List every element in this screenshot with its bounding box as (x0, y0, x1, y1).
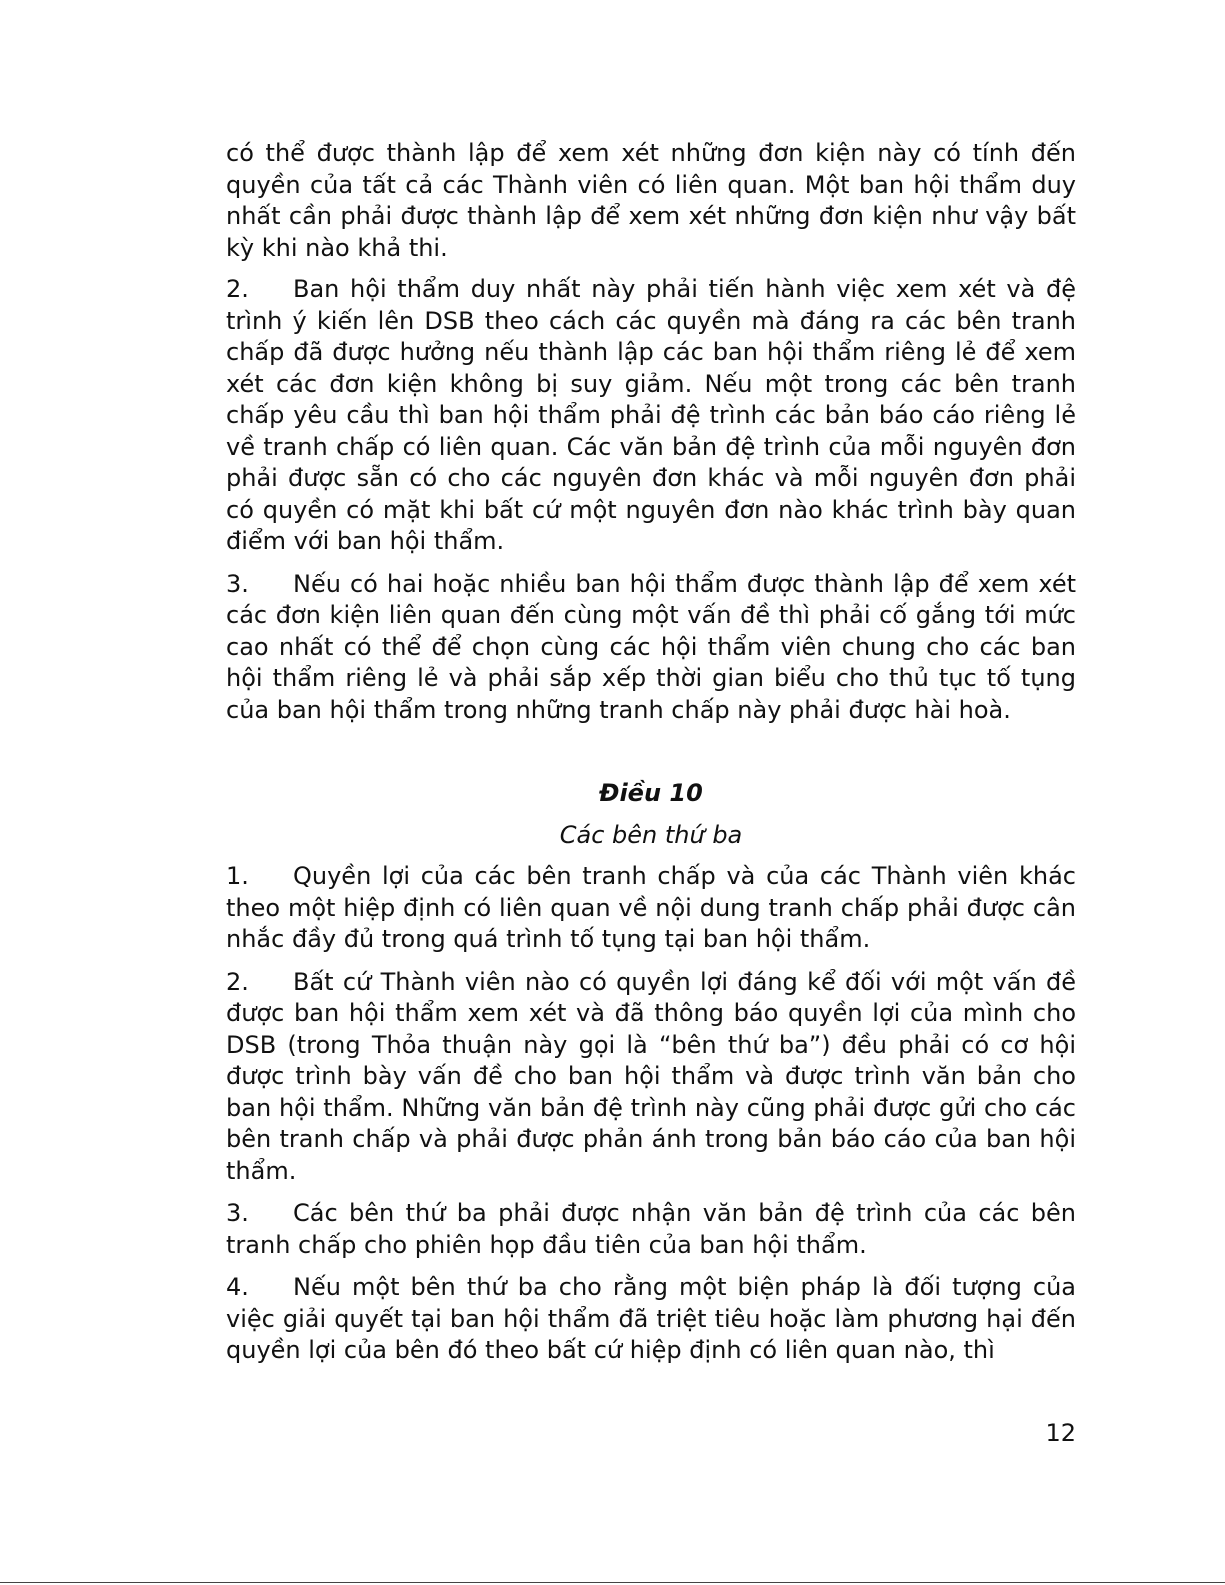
paragraph-text: Ban hội thẩm duy nhất này phải tiến hành việc xem xét và đệ trình ý kiến lên DSB theo cách các quyền mà đáng ra các bên tranh chấp đã được hưởng nếu thành lập các ban hội thẩm riêng lẻ để xem xét các đơn kiện không bị suy giảm. Nếu một trong các bên tranh chấp yêu cầu thì ban hội thẩm phải đệ trình các bản báo cáo riêng lẻ về tranh chấp có liên quan. Các văn bản đệ trình của mỗi nguyên đơn phải được sẵn có cho các nguyên đơn khác và mỗi nguyên đơn phải có quyền có mặt khi bất cứ một nguyên đơn nào khác trình bày quan điểm với ban hội thẩm. (226, 275, 1076, 555)
article-10-paragraph-4 (226, 1272, 1076, 1367)
article-9-paragraph-3 (226, 569, 1076, 727)
paragraph-text: Quyền lợi của các bên tranh chấp và của các Thành viên khác theo một hiệp định có liên quan về nội dung tranh chấp phải được cân nhắc đầy đủ trong quá trình tố tụng tại ban hội thẩm. (226, 862, 1076, 953)
paragraph-number: 2. (226, 967, 249, 996)
page-body (226, 138, 1076, 1378)
paragraph-number: 4. (226, 1273, 249, 1301)
paragraph-number: 1. (226, 862, 249, 890)
paragraph-number: 2. (226, 275, 249, 303)
article-9-paragraph-2 (226, 274, 1076, 558)
page-bottom-divider (0, 1582, 1225, 1583)
page-number: 12 (1045, 1419, 1076, 1447)
paragraph-text: Bất cứ Thành viên nào có quyền lợi đáng kể đối với một vấn đề được ban hội thẩm xem xét và đã thông báo quyền lợi của mình cho DSB (trong Thỏa thuận này gọi là “bên thứ ba”) đều phải có cơ hội được trình bày vấn đề cho ban hội thẩm và được trình văn bản cho ban hội thẩm. Những văn bản đệ trình này cũng phải được gửi cho các bên tranh chấp và phải được phản ánh trong bản báo cáo của ban hội thẩm. (226, 967, 1076, 1185)
article-10-heading: Điều 10 (599, 779, 703, 807)
article-10-subtitle: Các bên thứ ba (559, 820, 743, 849)
paragraph-number: 3. (226, 569, 249, 598)
paragraph-number: 3. (226, 1199, 249, 1227)
article-10-paragraph-2 (226, 967, 1076, 1188)
paragraph-text: Các bên thứ ba phải được nhận văn bản đệ trình của các bên tranh chấp cho phiên họp đầu tiên của ban hội thẩm. (226, 1199, 1076, 1259)
article-9-continued-paragraph: có thể được thành lập để xem xét những đơn kiện này có tính đến quyền của tất cả các Thành viên có liên quan. Một ban hội thẩm duy nhất cần phải được thành lập để xem xét những đơn kiện như vậy bất kỳ khi nào khả thi. (226, 139, 1076, 262)
paragraph-text: Nếu một bên thứ ba cho rằng một biện pháp là đối tượng của việc giải quyết tại ban hội thẩm đã triệt tiêu hoặc làm phương hại đến quyền lợi của bên đó theo bất cứ hiệp định có liên quan nào, thì (226, 1273, 1076, 1364)
article-10-paragraph-3 (226, 1198, 1076, 1261)
article-10-paragraph-1 (226, 861, 1076, 956)
paragraph-text: Nếu có hai hoặc nhiều ban hội thẩm được thành lập để xem xét các đơn kiện liên quan đến cùng một vấn đề thì phải cố gắng tới mức cao nhất có thể để chọn cùng các hội thẩm viên chung cho các ban hội thẩm riêng lẻ và phải sắp xếp thời gian biểu cho thủ tục tố tụng của ban hội thẩm trong những tranh chấp này phải được hài hoà. (226, 569, 1076, 724)
